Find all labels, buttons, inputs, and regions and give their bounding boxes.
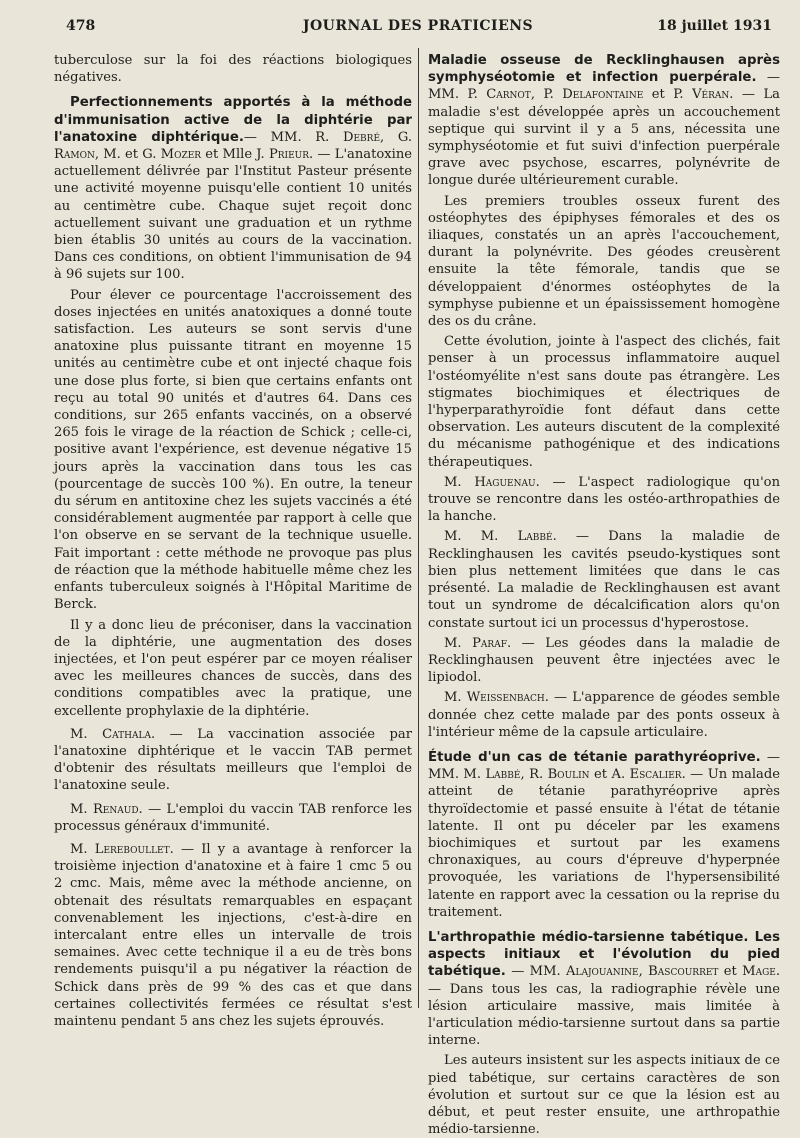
body-paragraph: Cette évolution, jointe à l'aspect des clichés, fait penser à un processus inflammatoire auquel l'ostéomyélite n'est sans doute pas étrangère. Les stigmates biochimiques et électriques de l'hyperparathyroïdie font défaut dans cette observation. Les auteurs discutent de la complexité du mécanisme pathogénique et des indications thérapeutiques. [428, 334, 780, 470]
article-body: . — Un malade atteint de tétanie parathyréoprive après thyroïdectomie et passé ensuite à l'état de tétanie latente. Il ont pu déceler par les examens biochimiques et surtout par les examens chronaxiques, au cours d'épreuve d'hyperpnée provoquée, les variations de l'hypersensibilité latente en rapport avec la cessation ou la reprise du traitement. [428, 767, 780, 920]
article-title: Étude d'un cas de tétanie parathyréoprive. [428, 749, 761, 765]
author-name: Boulin [547, 767, 590, 783]
discussion-paraf: M. Paraf. — Les géodes dans la maladie de Recklinghausen peuvent être injectées avec le lipiodol. [428, 635, 780, 686]
article-title: L'arthropathie médio-tarsienne tabétique. Les aspects initiaux et l'évolution du pied tabétique. [428, 929, 780, 980]
speaker-name: Weissenbach [466, 690, 545, 706]
continued-paragraph: tuberculose sur la foi des réactions biologiques négatives. [54, 53, 412, 86]
discussion-labbe: M. M. Labbé. — Dans la maladie de Recklinghausen les cavités pseudo-kystiques sont bien plus nettement limitées que dans le cas présenté. La maladie de Recklinghausen est avant tout un syndrome de décalcification alors qu'on constate surtout ici un processus d'hyperostose. [428, 529, 780, 631]
article-diphtheria: Perfectionnements apportés à la méthode d'immunisation active de la diphtérie par l'anatoxine diphtérique.— MM. R. Debré, G. Ramon, M. et G. Mozer et Mlle J. Prieur. — L'anatoxine actuellement délivrée par l'Institut Pasteur présente une activité moyenne puisqu'elle contient 10 unités au centimètre cube. Chaque sujet reçoit donc actuellement suivant une graduation et un rythme bien établis 30 unités au cours de la vaccination. Dans ces conditions, on obtient l'immunisation de 94 à 96 sujets sur 100. [54, 95, 412, 283]
author-name: Debré [342, 129, 381, 145]
speaker-name: Renaud [92, 801, 139, 817]
speaker-name: Labbé [517, 529, 553, 545]
body-paragraph: Les premiers troubles osseux furent des ostéophytes des épiphyses fémorales et des os iliaques, constatés un an après l'accouchement, durant la polynévrite. Des géodes creusèrent ensuite la tête fémorale, tandis que se développaient d'énormes ostéophytes de la symphyse pubienne et un épaississement homogène des os du crâne. [428, 193, 780, 330]
article-body: . — La maladie s'est développée après un accouchement septique qui survint il y a 5 ans, nécessita une symphyséotomie et fut suivi d'infection puerpérale grave avec psychose, escarres, polynévrite de longue durée ultérieurement curable. [428, 87, 780, 189]
author-name: Alajouanine [566, 964, 639, 980]
issue-date: 18 juillet 1931 [657, 18, 772, 34]
author-name: Mage [742, 964, 776, 980]
article-arthropathie: L'arthropathie médio-tarsienne tabétique. Les aspects initiaux et l'évolution du pied tabétique. — MM. Alajouanine, Bascourret et Mage. — Dans tous les cas, la radiographie révèle une lésion articulaire massive, mais limitée à l'articulation médio-tarsienne surtout dans sa partie interne. [428, 929, 781, 1049]
left-column [54, 52, 412, 1060]
article-body: . — Dans tous les cas, la radiographie révèle une lésion articulaire massive, mais limitée à l'articulation médio-tarsienne surtout dans sa partie interne. [428, 964, 781, 1049]
body-paragraph: Les auteurs insistent sur les aspects initiaux de ce pied tabétique, sur certains caractères de son évolution et surtout sur ce que la lésion est au début, et peut rester ensuite, une arthropathie médio-tarsienne. [428, 1053, 780, 1138]
author-name: Véran [692, 87, 730, 103]
journal-title: JOURNAL DES PRATICIENS [302, 18, 534, 34]
speaker-name: Paraf [472, 635, 507, 651]
discussion-lereboullet: M. Lereboullet. — Il y a avantage à renforcer la troisième injection d'anatoxine et à faire 1 cmc 5 ou 2 cmc. Mais, même avec la méthode ancienne, on obtenait des résultats remarquables en espaçant convenablement les injections, c'est-à-dire en intercalant entre elles un intervalle de trois semaines. Avec cette technique il a eu de très bons rendements puisqu'il a pu négativer la réaction de Schick dans près de 99 % des cas et que dans certaines collectivités fermées ce résultat s'est maintenu pendant 5 ans chez les sujets éprouvés. [54, 841, 412, 1029]
article-recklinghausen: Maladie osseuse de Recklinghausen après symphyséotomie et infection puerpérale. — MM. P. Carnot, P. Delafontaine et P. Véran. — La maladie s'est développée après un accouchement septique qui survint il y a 5 ans, nécessita une symphyséotomie et fut suivi d'infection puerpérale grave avec psychose, escarres, polynévrite de longue durée ultérieurement curable. [428, 53, 780, 189]
right-column [428, 52, 781, 1138]
article-tetanie: Étude d'un cas de tétanie parathyréoprive. — MM. M. Labbé, R. Boulin et A. Escalier. — Un malade atteint de tétanie parathyréoprive après thyroïdectomie et passé ensuite à l'état de tétanie latente. Il ont pu déceler par les examens biochimiques et surtout par les examens chronaxiques, au cours d'épreuve d'hyperpnée provoquée, les variations de l'hypersensibilité latente en rapport avec la cessation ou la reprise du traitement. [428, 749, 780, 920]
body-paragraph: Pour élever ce pourcentage l'accroissement des doses injectées en unités anatoxiques a donné toute satisfaction. Les auteurs se sont servis d'une anatoxine plus puissante titrant en moyenne 15 unités au centimètre cube et ont injecté chaque fois une dose plus forte, si bien que certains enfants ont reçu au total 90 unités et d'autres 64. Dans ces conditions, sur 265 enfants vaccinés, on a observé 265 fois le virage de la réaction de Schick ; celle-ci, positive avant l'expérience, est devenue négative 15 jours après la vaccination dans tous les cas (pourcentage de succès 100 %). En outre, la teneur du sérum en antitoxine chez les sujets vaccinés a été considérablement augmentée par rapport à celle que l'on observe en se servant de la technique usuelle. Fait important : cette méthode ne provoque pas plus de réaction que la méthode habituelle même chez les enfants tuberculeux soignés à l'Hôpital Maritime de Berck. [54, 287, 412, 613]
author-name: Mozer [160, 147, 202, 163]
discussion-cathala: M. Cathala. — La vaccination associée par l'anatoxine diphtérique et le vaccin TAB permet d'obtenir des résultats meilleurs que l'emploi de l'anatoxine seule. [54, 726, 412, 794]
discussion-weissenbach: M. Weissenbach. — L'apparence de géodes semble donnée chez cette malade par des ponts osseux à l'intérieur même de la capsule articulaire. [428, 690, 780, 740]
speaker-name: Haguenau [474, 474, 536, 490]
article-body: . — L'anatoxine actuellement délivrée par l'Institut Pasteur présente une activité moyenne puisqu'elle contient 10 unités au centimètre cube. Chaque sujet reçoit donc actuellement suivant une graduation et un rythme bien établis 30 unités au cours de la vaccination. Dans ces conditions, on obtient l'immunisation de 94 à 96 sujets sur 100. [54, 147, 412, 283]
author-name: Labbé [485, 767, 521, 783]
author-name: Ramon [54, 147, 95, 163]
speaker-name: Lereboullet [94, 841, 170, 857]
speaker-name: Cathala [102, 726, 151, 742]
discussion-renaud: M. Renaud. — L'emploi du vaccin TAB renforce les processus généraux d'immunité. [54, 801, 412, 834]
author-name: Prieur [268, 147, 310, 163]
author-name: Carnot [486, 87, 531, 103]
author-name: Escalier [629, 767, 682, 783]
body-paragraph: Il y a donc lieu de préconiser, dans la vaccination de la diphtérie, une augmentation des doses injectées, et l'on peut espérer par ce moyen réaliser avec les meilleures chances de succès, dans des conditions compatibles avec la pratique, une excellente prophylaxie de la diphtérie. [54, 617, 412, 719]
author-name: Delafontaine [562, 87, 644, 103]
article-title: Perfectionnements apportés à la méthode d'immunisation active de la diphtérie par l'anatoxine diphtérique. [54, 95, 412, 145]
page-number: 478 [66, 18, 96, 34]
column-divider [418, 48, 419, 1008]
author-name: Bascourret [648, 964, 719, 980]
page-header [58, 14, 778, 40]
article-title: Maladie osseuse de Recklinghausen après symphyséotomie et infection puerpérale. [428, 53, 780, 86]
discussion-haguenau: M. Haguenau. — L'aspect radiologique qu'on trouve se rencontre dans les ostéo-arthropathies de la hanche. [428, 474, 780, 525]
